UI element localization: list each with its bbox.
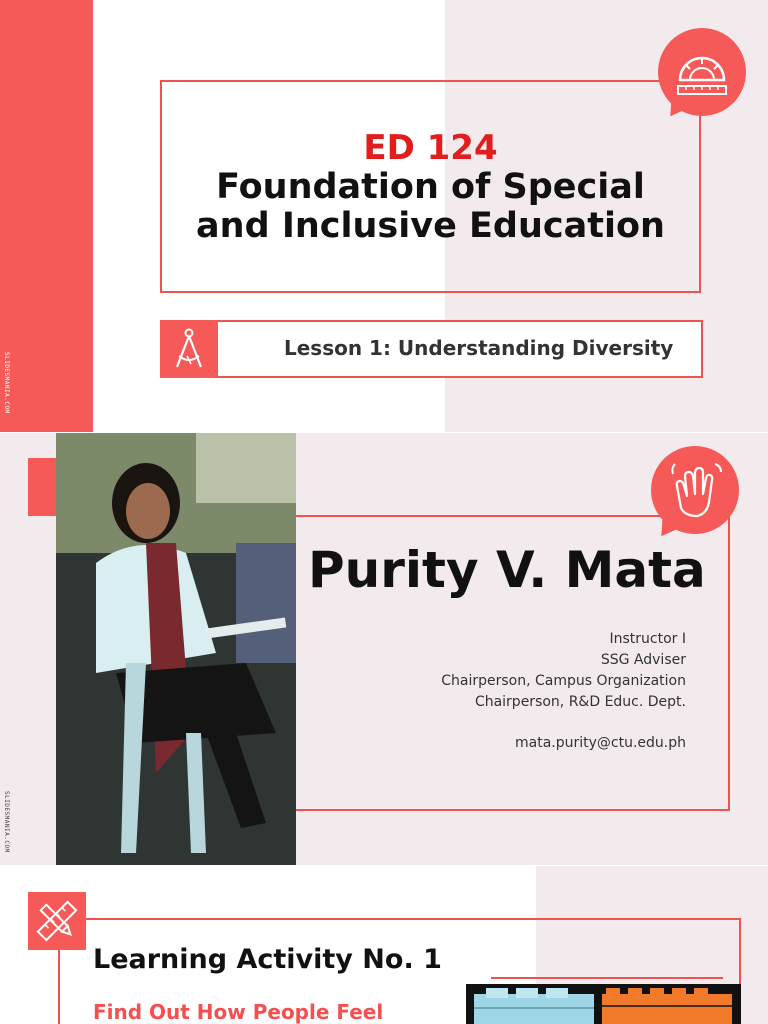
role-line: Instructor I: [609, 631, 686, 647]
instructor-slide: [0, 433, 768, 865]
lesson-title: Lesson 1: Understanding Diversity: [284, 336, 674, 360]
image-frame-line: [491, 977, 723, 979]
left-accent-tab: [28, 458, 56, 516]
role-line: Chairperson, R&D Educ. Dept.: [474, 694, 686, 710]
wave-badge: [651, 446, 739, 534]
instructor-photo: [56, 433, 296, 865]
activity-slide: [0, 866, 768, 1024]
protractor-ruler-icon: [658, 28, 746, 116]
instructor-email: mata.purity@ctu.edu.ph: [514, 735, 686, 751]
protractor-badge: [658, 28, 746, 116]
role-line: Chairperson, Campus Organization: [441, 673, 686, 689]
instructor-name: Purity V. Mata: [308, 541, 706, 599]
brick-walls-illustration: [466, 984, 741, 1024]
instructor-roles: [441, 629, 686, 713]
course-title-line-1: Foundation of Special: [216, 167, 645, 207]
waving-hand-icon: [651, 446, 739, 534]
slidesmania-credit: SLIDESMANIA.COM: [3, 352, 10, 414]
activity-title: Learning Activity No. 1: [93, 944, 442, 975]
course-code: ED 124: [363, 128, 498, 168]
activity-subtitle: Find Out How People Feel: [93, 1000, 384, 1024]
left-accent-bar: [0, 0, 93, 432]
course-title: [160, 168, 701, 246]
role-line: SSG Adviser: [600, 652, 686, 668]
activity-icon-tile: [28, 892, 86, 950]
title-slide: [0, 0, 768, 432]
pencil-ruler-icon: [28, 892, 86, 950]
compass-icon: [160, 320, 218, 378]
course-title-line-2: and Inclusive Education: [196, 206, 665, 246]
lesson-icon-tile: [160, 320, 218, 378]
slidesmania-credit: SLIDESMANIA.COM: [3, 791, 10, 853]
